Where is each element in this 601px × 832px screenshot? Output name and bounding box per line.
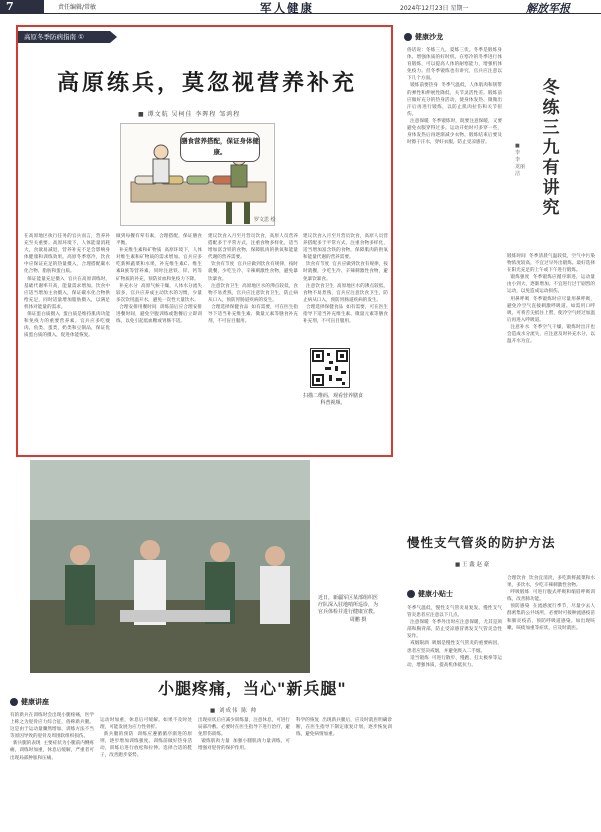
featured-column-1: 在高原地区执行任务的官兵而言，营养补充至关重要。高原环境下，人体能量消耗大，食欲易减退，营养补充不足会影响身体健康和训练效果。高原冬季寒冷，饮食中应保证充足的热量摄入，合理搭配碳水化合物、脂肪和蛋白质。 保证能量充足摄入 官兵在高原训练时，基础代谢率升高，能量需求增加。饮食中应适当增加主食摄入，保证碳水化合物供给充足，同时适量增加脂肪摄入，以满足机体对能量的需求。 保证蛋白质摄入 蛋白质是维持肌肉功能和免疫力的重要营养素。官兵应多吃瘦肉、鱼类、蛋类、奶类和豆制品，保证优质蛋白质的摄入，促进体能恢复。: [24, 234, 110, 339]
newspaper-masthead: 解放军报: [526, 2, 570, 15]
featured-byline: ■ 谭文航 吴柯佳 李晖程 邹鸿程: [138, 111, 241, 118]
featured-column-3: 建议饮食入月至月营员饮食，高原人员营养搭配多于平常方式，注重食物多样化，适当增加富含铁的食物，保障肌肉的供氧和能量代谢的营养需要。 饮食有节度 官兵应做到饮食有规律，按时就餐，少吃生冷、辛辣刺激性食物，避免暴饮暴食。 注意饮食卫生 高原地区水的沸点较低，食物不易煮熟，官兵应注意饮食卫生，防止病从口入，预防胃肠道疾病的发生。 合理选择保健食品 如有需要，可在医生指导下适当补充维生素、微量元素等膳食补充剂，不可盲目服用。: [208, 234, 298, 325]
featured-column-2: 做到每餐有荤有素，合理搭配，保证膳食平衡。 补充维生素和矿物质 高原环境下，人体对维生素和矿物质的需求增加。官兵应多吃新鲜蔬菜和水果，补充维生素C、维生素B族等营养素，同时注意铁、锌、钙等矿物质的补充，预防贫血和免疫力下降。 补充水分 高原气候干燥，人体水分流失较多，官兵应养成主动饮水的习惯，少量多次饮用温开水，避免一次性大量饮水。 合理安排用餐时间 训练前后应合理安排进餐时间，避免空腹训练或饱餐后立即训练，以免引起低血糖或胃肠不适。: [116, 234, 202, 325]
salon-column-2: 锻炼时间 冬季清晨气温较低，空气中污染物浓度较高，不宜过早外出锻炼。最好选择在阳光充足的上午或下午进行锻炼。 锻炼强度 冬季锻炼应循序渐进，运动量由小到大，逐渐增加。不宜进行过于剧烈的运动，以免造成运动损伤。 用鼻呼吸 冬季锻炼时应尽量用鼻呼吸，避免冷空气直接刺激呼吸道。如需用口呼吸，可将舌尖抵住上腭，使冷空气经过加温后再进入呼吸道。 注意补水 冬季空气干燥，锻炼时出汗也会造成水分流失，应注意及时补充水分，以温开水为宜。: [507, 254, 595, 345]
bronchitis-column-1: 冬季气温低，慢性支气管炎易复发。慢性支气管炎患者应注意以下几点。 注意保暖 冬季外出时应注意保暖，尤其是颈部和胸背部，防止受凉感冒诱发支气管炎急性发作。 戒烟限酒 吸烟是慢性支气管炎的重要病因，患者应坚决戒烟，并避免吸入二手烟。 适当锻炼 可进行散步、慢跑、打太极拳等运动，增强体质，提高机体抵抗力。: [407, 606, 502, 668]
kicker-dot: [407, 590, 415, 598]
issue-date: 2024年12月23日 星期一: [400, 5, 469, 12]
bronchitis-byline: ■ 王 鑫 赵 豪: [455, 562, 490, 568]
lecture-kicker: 健康讲座: [21, 698, 49, 706]
leg-column-3: 出现症状后应减少训练量，注意休息，可进行局部冷敷。必要时在医生指导下进行治疗，避免带伤训练。 锻炼肌肉力量 加强小腿肌肉力量训练，可增强对胫骨的保护作用。: [198, 718, 290, 752]
section-title: 军人健康: [260, 1, 314, 15]
series-label: 高原冬季防病指南 ①: [18, 31, 110, 43]
kicker-dot: [404, 33, 412, 41]
salon-kicker: 健康沙龙: [415, 33, 443, 41]
series-label-arrow: [110, 31, 117, 43]
leg-headline: 小腿疼痛，当心"新兵腿": [158, 679, 347, 698]
tips-kicker: 健康小贴士: [418, 590, 453, 598]
qr-code[interactable]: [310, 348, 350, 388]
photo-scene: [30, 460, 310, 673]
speech-bubble: 膳食营养搭配，保证身体健康。: [180, 132, 260, 162]
bronchitis-headline: 慢性支气管炎的防护方法: [407, 535, 556, 550]
news-photo: [30, 460, 310, 673]
salon-column-1: 俗话说：冬练三九，夏练三伏。冬季是锻炼身体、增强体质的好时机。在寒冷的冬季进行体育锻炼，可以提高人体的耐寒能力，增强机体免疫力。但冬季锻炼也有讲究，官兵应注意以下几个方面。 锻炼前要热身 冬季气温低，人体肌肉和韧带的弹性和伸展性降低，关节灵活性差。锻炼前应做好充分的热身活动，使身体发热、微微出汗后再进行锻炼，以防止肌肉拉伤和关节扭伤。 注意保暖 冬季锻炼时，既要注意保暖，又要避免衣服穿得过多。运动开始时可多穿一些，身体发热后再逐渐减少衣物。锻炼结束后要及时擦干汗水，穿好衣服，防止受凉感冒。: [407, 48, 502, 146]
kicker-dot: [10, 698, 18, 706]
editor-credit: 责任编辑/常敏: [58, 4, 97, 11]
bronchitis-column-2: 合理饮食 饮食宜清淡，多吃新鲜蔬菜和水果，多饮水，少吃辛辣刺激性食物。 呼吸锻炼 可进行腹式呼吸和缩唇呼吸训练，改善肺功能。 预防感染 在流感流行季节，尽量少去人群密集的公共场所，必要时可接种流感疫苗和肺炎疫苗，预防呼吸道感染。如出现咳嗽、咳痰加重等症状，应及时就医。: [507, 576, 595, 631]
photo-caption: 近日，新疆军区某部组织医疗队深入驻地哨所巡诊，为官兵体检并进行健康宣教。 周鹏 摄: [318, 595, 379, 623]
qr-code-pattern: [311, 349, 349, 387]
leg-column-4: 科学的恢复 出现新兵腿后，应及时就医明确诊断，在医生指导下制定康复计划，逐步恢复训练，避免病情加重。: [296, 718, 392, 738]
page-number: 7: [0, 0, 44, 14]
page-header: [0, 0, 601, 14]
salon-headline: 冬练三九有讲究: [542, 78, 560, 218]
leg-column-1: 有的新兵在训练时会出现小腿疼痛，医学上称之为胫骨应力综合征，俗称新兵腿。这是由于运动量骤然增加、训练方法不当等原因导致的胫骨及周围软组织损伤。 新兵腿的表现 主要症状为小腿前内侧疼痛，训练时加重，休息后缓解，严重者可出现局部肿胀和压痛。: [10, 713, 94, 761]
cartoon-credit: 罗文思 绘: [254, 217, 276, 223]
leg-byline: ■ 刘成伟 陈 帅: [210, 708, 257, 714]
salon-byline: ■ 李 李 龙丽洁: [515, 143, 526, 177]
leg-column-2: 运动时加重，休息后可缓解。如果不及时处理，可能发展为应力性骨折。 新兵腿的预防 训练应遵循循序渐进的原则，逐步增加训练强度。训练前做好热身活动，训练后进行放松和拉伸。选择合适的鞋子，改善跑步姿势。: [100, 718, 192, 759]
featured-column-4: 建议饮食入月至月营员饮食，高原人员营养搭配多于平常方式，注重食物多样化，适当增加富含铁的食物，保障肌肉的供氧和能量代谢的营养需要。 饮食有节度 官兵应做到饮食有规律，按时就餐，少吃生冷、辛辣刺激性食物，避免暴饮暴食。 注意饮食卫生 高原地区水的沸点较低，食物不易煮熟，官兵应注意饮食卫生，防止病从口入，预防胃肠道疾病的发生。 合理选择保健食品 如有需要，可在医生指导下适当补充维生素、微量元素等膳食补充剂，不可盲目服用。: [303, 234, 388, 325]
qr-caption: 扫描二维码，观看营养膳食科普视频。: [303, 393, 364, 406]
featured-headline: 高原练兵，莫忽视营养补充: [56, 70, 357, 96]
